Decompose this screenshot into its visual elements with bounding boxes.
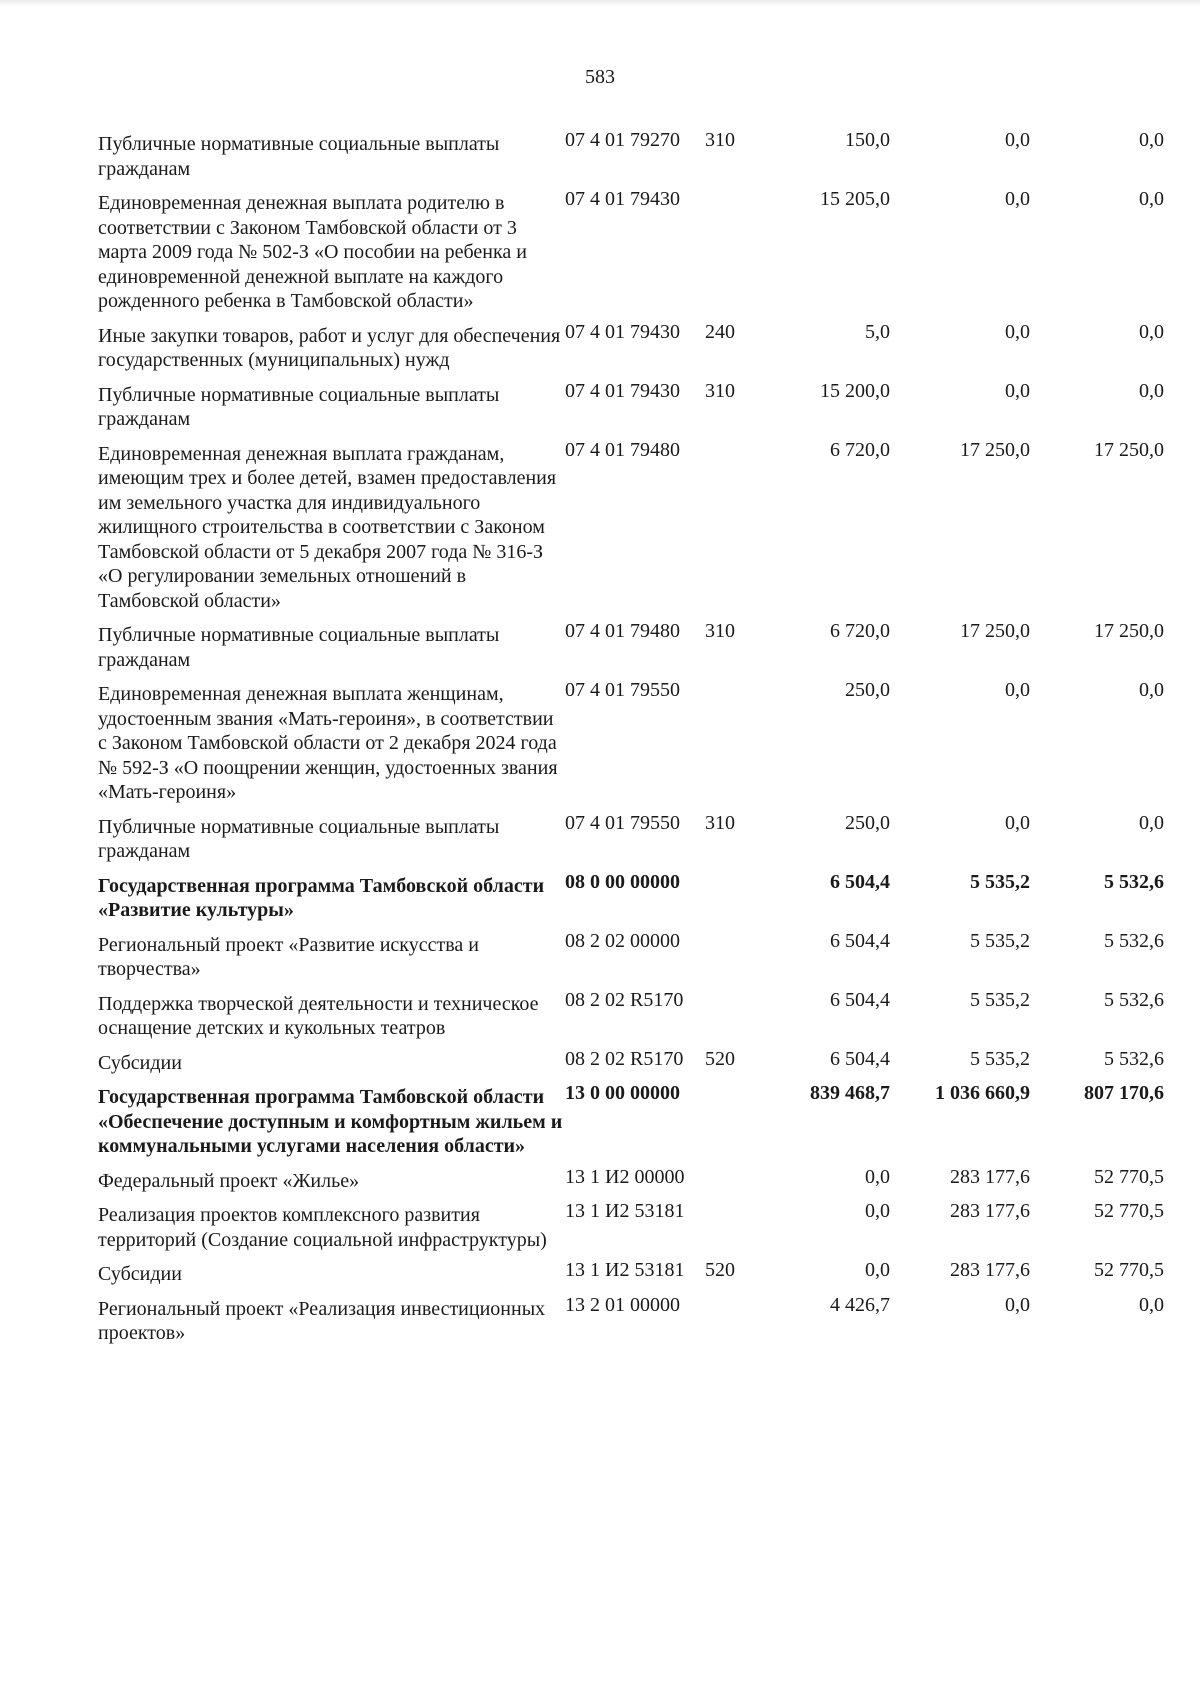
row-expense-type: 240 bbox=[705, 320, 735, 343]
row-amount-3: 52 770,5 bbox=[1094, 1165, 1164, 1188]
table-row bbox=[98, 1081, 1178, 1159]
row-amount-1: 4 426,7 bbox=[830, 1293, 890, 1316]
row-amount-3: 5 532,6 bbox=[1104, 988, 1164, 1011]
row-code: 13 0 00 00000 bbox=[565, 1082, 680, 1104]
table-row bbox=[98, 1293, 1178, 1346]
row-expense-type: 310 bbox=[705, 379, 735, 402]
table-row bbox=[98, 870, 1178, 923]
row-amount-3: 0,0 bbox=[1139, 379, 1164, 402]
table-row bbox=[98, 678, 1178, 805]
row-expense-type: 310 bbox=[705, 620, 735, 642]
row-name: Публичные нормативные социальные выплаты гражданам bbox=[98, 815, 500, 862]
row-amount-2: 0,0 bbox=[1005, 1293, 1030, 1316]
row-code: 13 1 И2 53181 bbox=[565, 1259, 685, 1281]
row-code: 13 1 И2 53181 bbox=[565, 1200, 685, 1222]
row-amount-3: 52 770,5 bbox=[1094, 1259, 1164, 1281]
row-amount-3: 0,0 bbox=[1139, 129, 1164, 151]
row-amount-3: 0,0 bbox=[1139, 679, 1164, 701]
row-name: Поддержка творческой деятельности и техническое оснащение детских и кукольных театров bbox=[98, 992, 539, 1039]
row-amount-2: 283 177,6 bbox=[950, 1200, 1030, 1222]
row-amount-3: 807 170,6 bbox=[1084, 1082, 1164, 1104]
row-amount-2: 0,0 bbox=[1005, 188, 1030, 210]
row-amount-1: 250,0 bbox=[845, 811, 890, 834]
row-amount-3: 52 770,5 bbox=[1094, 1200, 1164, 1222]
row-amount-3: 17 250,0 bbox=[1094, 620, 1164, 642]
row-code: 07 4 01 79430 bbox=[565, 379, 680, 402]
row-code: 08 2 02 R5170 bbox=[565, 1047, 684, 1070]
row-name: Субсидии bbox=[98, 1051, 182, 1074]
row-amount-1: 6 720,0 bbox=[830, 438, 890, 461]
row-name: Единовременная денежная выплата гражданам, имеющим трех и более детей, взамен предоставления им земельного участка для индивидуального жилищного строительства в соответствии с Законом Тамбовской области от 5 декабря 2007 года № 316-З «О регулировании земельных отношений в Тамбовской области» bbox=[98, 442, 557, 612]
table-row bbox=[98, 619, 1178, 672]
row-amount-1: 0,0 bbox=[865, 1200, 890, 1222]
row-amount-2: 5 535,2 bbox=[970, 929, 1030, 952]
row-amount-1: 839 468,7 bbox=[810, 1082, 890, 1104]
row-name: Публичные нормативные социальные выплаты гражданам bbox=[98, 383, 500, 430]
row-code: 07 4 01 79550 bbox=[565, 679, 680, 701]
table-row bbox=[98, 1199, 1178, 1252]
row-expense-type: 310 bbox=[705, 129, 735, 151]
row-amount-3: 0,0 bbox=[1139, 188, 1164, 210]
row-code: 08 0 00 00000 bbox=[565, 870, 680, 893]
row-amount-1: 15 205,0 bbox=[820, 188, 890, 210]
row-name: Государственная программа Тамбовской области «Обеспечение доступным и комфортным жильем и коммунальными услугами населения области» bbox=[98, 1086, 563, 1157]
row-name: Субсидии bbox=[98, 1263, 182, 1285]
row-amount-3: 5 532,6 bbox=[1104, 929, 1164, 952]
row-amount-1: 15 200,0 bbox=[820, 379, 890, 402]
row-code: 07 4 01 79430 bbox=[565, 320, 680, 343]
row-name: Публичные нормативные социальные выплаты гражданам bbox=[98, 624, 500, 671]
row-amount-2: 17 250,0 bbox=[960, 438, 1030, 461]
row-amount-2: 5 535,2 bbox=[970, 1047, 1030, 1070]
table-row bbox=[98, 379, 1178, 432]
table-row bbox=[98, 187, 1178, 314]
row-amount-1: 6 504,4 bbox=[830, 988, 890, 1011]
row-expense-type: 310 bbox=[705, 811, 735, 834]
row-amount-2: 0,0 bbox=[1005, 811, 1030, 834]
row-code: 08 2 02 00000 bbox=[565, 929, 680, 952]
row-expense-type: 520 bbox=[705, 1259, 735, 1281]
table-row bbox=[98, 988, 1178, 1041]
row-amount-1: 0,0 bbox=[865, 1259, 890, 1281]
row-amount-1: 6 504,4 bbox=[830, 929, 890, 952]
row-amount-2: 283 177,6 bbox=[950, 1259, 1030, 1281]
table-row bbox=[98, 128, 1178, 181]
row-amount-2: 283 177,6 bbox=[950, 1165, 1030, 1188]
row-amount-2: 0,0 bbox=[1005, 129, 1030, 151]
row-amount-3: 5 532,6 bbox=[1104, 870, 1164, 893]
row-name: Региональный проект «Реализация инвестиционных проектов» bbox=[98, 1297, 546, 1344]
table-row bbox=[98, 438, 1178, 614]
row-amount-2: 0,0 bbox=[1005, 320, 1030, 343]
row-code: 07 4 01 79480 bbox=[565, 438, 680, 461]
table-row bbox=[98, 320, 1178, 373]
row-amount-2: 17 250,0 bbox=[960, 620, 1030, 642]
row-name: Государственная программа Тамбовской области «Развитие культуры» bbox=[98, 874, 545, 921]
budget-table bbox=[98, 128, 1178, 1352]
row-amount-3: 0,0 bbox=[1139, 1293, 1164, 1316]
row-amount-1: 6 720,0 bbox=[830, 620, 890, 642]
row-amount-1: 6 504,4 bbox=[830, 1047, 890, 1070]
row-code: 07 4 01 79480 bbox=[565, 620, 680, 642]
row-amount-1: 250,0 bbox=[845, 679, 890, 701]
row-amount-3: 0,0 bbox=[1139, 320, 1164, 343]
row-amount-2: 5 535,2 bbox=[970, 870, 1030, 893]
row-name: Единовременная денежная выплата женщинам, удостоенным звания «Мать-героиня», в соответствии с Законом Тамбовской области от 2 декабря 2024 года № 592-З «О поощрении женщин, удостоенных звания «Мать-героиня» bbox=[98, 683, 558, 803]
row-amount-1: 5,0 bbox=[865, 320, 890, 343]
table-row bbox=[98, 1047, 1178, 1076]
row-amount-1: 150,0 bbox=[845, 129, 890, 151]
row-name: Единовременная денежная выплата родителю в соответствии с Законом Тамбовской области от 3 марта 2009 года № 502-З «О пособии на ребенка и единовременной денежной выплате на каждого рожденного ребенка в Тамбовской области» bbox=[98, 192, 527, 312]
row-amount-2: 0,0 bbox=[1005, 379, 1030, 402]
row-amount-2: 0,0 bbox=[1005, 679, 1030, 701]
row-code: 08 2 02 R5170 bbox=[565, 988, 684, 1011]
scan-edge bbox=[0, 0, 1200, 6]
row-amount-3: 0,0 bbox=[1139, 811, 1164, 834]
row-name: Реализация проектов комплексного развития территорий (Создание социальной инфраструктуры) bbox=[98, 1204, 547, 1251]
page-number: 583 bbox=[585, 66, 615, 88]
row-amount-3: 5 532,6 bbox=[1104, 1047, 1164, 1070]
row-name: Региональный проект «Развитие искусства и творчества» bbox=[98, 933, 479, 980]
table-row bbox=[98, 811, 1178, 864]
row-code: 07 4 01 79270 bbox=[565, 129, 680, 151]
row-name: Иные закупки товаров, работ и услуг для обеспечения государственных (муниципальных) нужд bbox=[98, 324, 561, 371]
row-code: 13 2 01 00000 bbox=[565, 1293, 680, 1316]
row-code: 07 4 01 79550 bbox=[565, 811, 680, 834]
row-code: 07 4 01 79430 bbox=[565, 188, 680, 210]
row-amount-3: 17 250,0 bbox=[1094, 438, 1164, 461]
row-code: 13 1 И2 00000 bbox=[565, 1165, 685, 1188]
table-row bbox=[98, 1165, 1178, 1194]
row-amount-1: 0,0 bbox=[865, 1165, 890, 1188]
row-amount-2: 5 535,2 bbox=[970, 988, 1030, 1011]
table-row bbox=[98, 1258, 1178, 1287]
row-name: Публичные нормативные социальные выплаты гражданам bbox=[98, 133, 500, 180]
row-amount-1: 6 504,4 bbox=[830, 870, 890, 893]
row-expense-type: 520 bbox=[705, 1047, 735, 1070]
row-name: Федеральный проект «Жилье» bbox=[98, 1169, 360, 1192]
row-amount-2: 1 036 660,9 bbox=[935, 1082, 1030, 1104]
table-row bbox=[98, 929, 1178, 982]
